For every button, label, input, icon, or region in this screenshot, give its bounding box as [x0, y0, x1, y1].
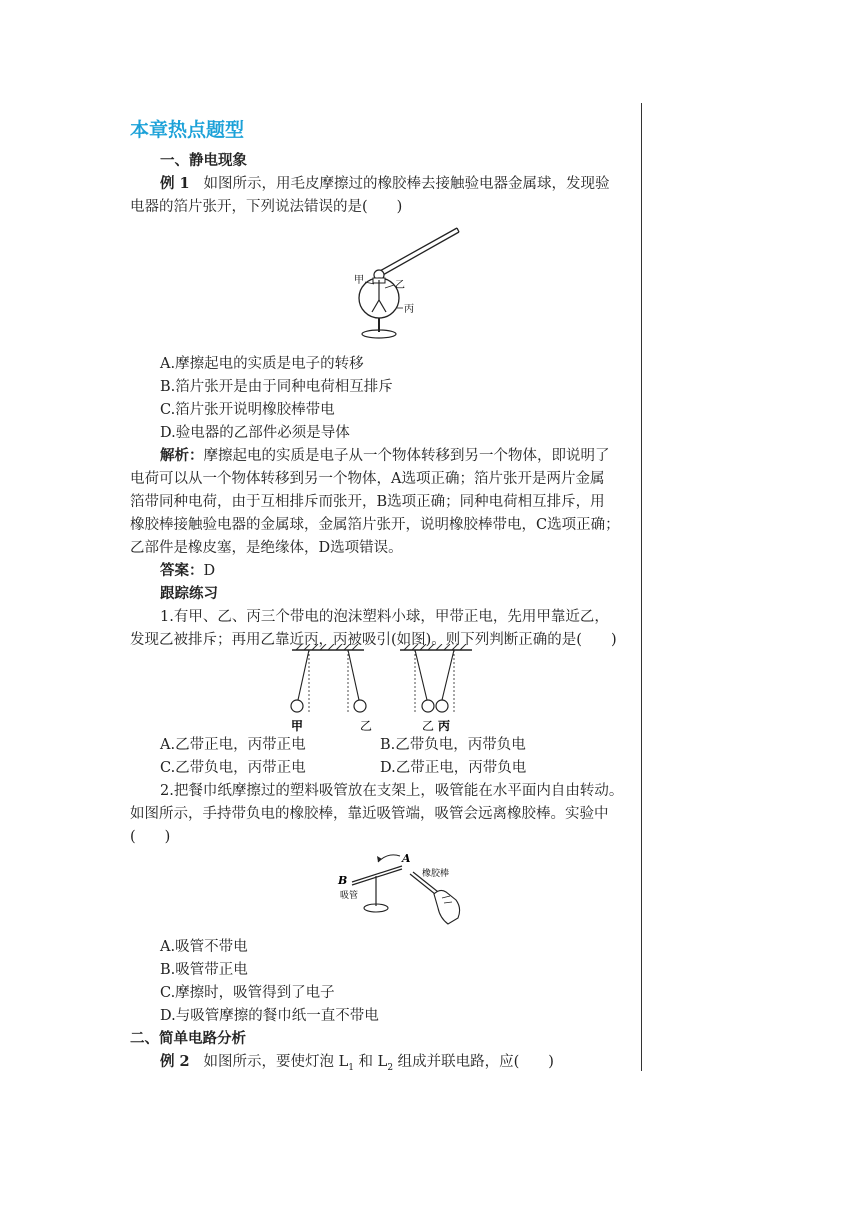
label-a: A — [402, 852, 411, 865]
q2-line1: 2.把餐巾纸摩擦过的塑料吸管放在支架上，吸管能在水平面内自由转动。 — [160, 783, 624, 799]
q1-option-c: C.乙带负电，丙带正电 — [160, 760, 306, 776]
q2-option-a: A.吸管不带电 — [160, 939, 248, 955]
straw-figure — [330, 848, 480, 928]
practice-heading: 跟踪练习 — [160, 585, 218, 602]
example-1-text: 如图所示，用毛皮摩擦过的橡胶棒去接触验电器金属球，发现验 — [203, 176, 610, 192]
q1-line1: 1.有甲、乙、丙三个带电的泡沫塑料小球，甲带正电，先用甲靠近乙， — [160, 609, 609, 625]
page-title: 本章热点题型 — [130, 119, 245, 141]
q2-option-d: D.与吸管摩擦的餐巾纸一直不带电 — [160, 1008, 379, 1024]
answer-value: D — [203, 563, 216, 579]
analysis-line4: 橡胶棒接触验电器的金属球，金属箔片张开，说明橡胶棒带电，C选项正确； — [130, 517, 620, 533]
example-1-line2: 电器的箔片张开，下列说法错误的是( ) — [130, 199, 403, 215]
label-yi-2: 乙 — [422, 719, 435, 733]
example-1-line1 — [160, 174, 609, 194]
label-b: B — [338, 874, 348, 887]
pendulum-figure — [282, 644, 482, 734]
option-a: A.摩擦起电的实质是电子的转移 — [160, 356, 364, 372]
example-1-label: 例 1 — [160, 175, 190, 192]
analysis-line5: 乙部件是橡皮塞，是绝缘体，D选项错误。 — [130, 540, 403, 556]
analysis-label: 解析： — [160, 447, 204, 464]
label-jia: 甲 — [354, 275, 364, 286]
q2-option-c: C.摩擦时，吸管得到了电子 — [160, 985, 335, 1001]
section-heading: 一、静电现象 — [160, 152, 247, 169]
column-divider — [641, 103, 642, 1071]
q1-option-a: A.乙带正电，丙带正电 — [160, 737, 306, 753]
analysis-line1: 解析：摩擦起电的实质是电子从一个物体转移到另一个物体，即说明了 — [160, 447, 610, 464]
example-2-label: 例 2 — [160, 1053, 190, 1070]
analysis-line2: 电荷可以从一个物体转移到另一个物体，A选项正确；箔片张开是两片金属 — [130, 471, 605, 487]
q2-option-b: B.吸管带正电 — [160, 962, 248, 978]
label-rod: 橡胶棒 — [422, 869, 450, 879]
example-2-line: 例 2 如图所示，要使灯泡 $L_1$ 和 $L_2$ 组成并联电路，应( ) — [160, 1053, 554, 1073]
q2-line3: ( ) — [130, 829, 171, 845]
q2-line2: 如图所示，手持带负电的橡胶棒，靠近吸管端，吸管会远离橡胶棒。实验中 — [130, 806, 609, 822]
option-c: C.箔片张开说明橡胶棒带电 — [160, 402, 335, 418]
label-yi: 乙 — [395, 280, 405, 291]
section-heading-2: 二、简单电路分析 — [130, 1030, 246, 1047]
q1-option-b: B.乙带负电，丙带负电 — [380, 737, 526, 753]
label-yi: 乙 — [360, 719, 373, 733]
option-d: D.验电器的乙部件必须是导体 — [160, 425, 350, 441]
q1-line2: 发现乙被排斥；再用乙靠近丙，丙被吸引(如图)。则下列判断正确的是( ) — [130, 632, 617, 648]
analysis-line3: 箔带同种电荷，由于互相排斥而张开，B选项正确；同种电荷相互排斥，用 — [130, 494, 605, 510]
answer-label: 答案： — [160, 562, 204, 579]
label-straw: 吸管 — [340, 891, 359, 901]
label-jia: 甲 — [291, 719, 304, 733]
label-bing: 丙 — [404, 304, 414, 315]
label-bing: 丙 — [438, 719, 451, 733]
q1-option-d: D.乙带正电，丙带负电 — [380, 760, 527, 776]
electroscope-figure — [345, 222, 465, 350]
answer-line — [160, 561, 215, 581]
option-b: B.箔片张开是由于同种电荷相互排斥 — [160, 379, 393, 395]
